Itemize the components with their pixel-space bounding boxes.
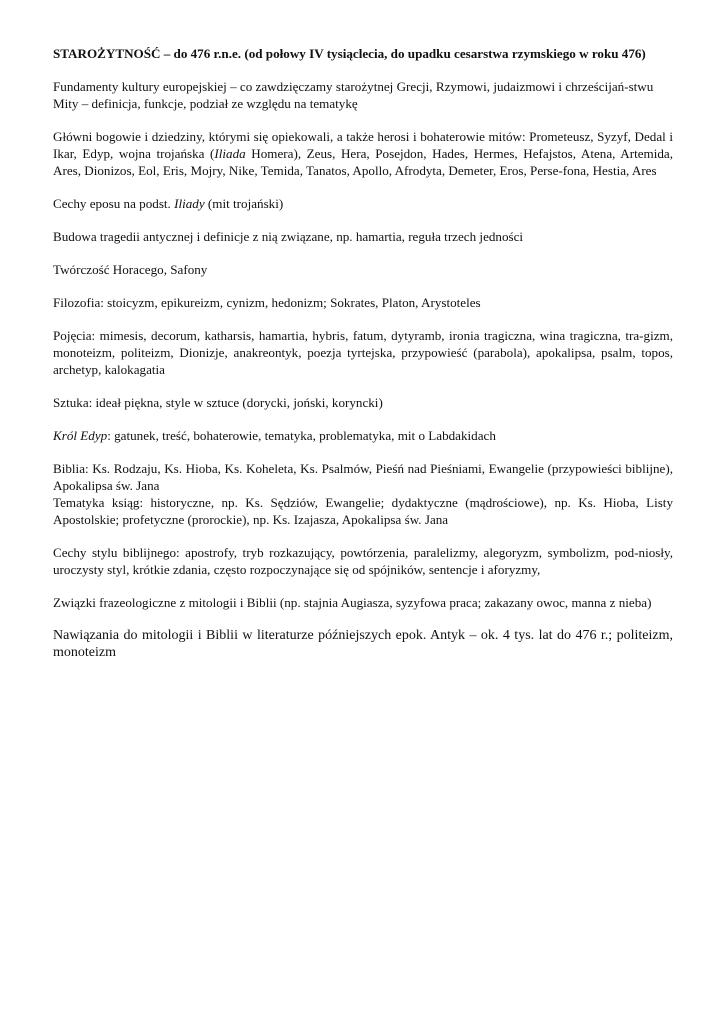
paragraph-filozofia: Filozofia: stoicyzm, epikureizm, cynizm, hedonizm; Sokrates, Platon, Arystoteles: [53, 295, 481, 310]
paragraph-frazeologia: Związki frazeologiczne z mitologii i Biblii (np. stajnia Augiasza, syzyfowa praca; zakazany owoc, manna z nieba): [53, 595, 652, 610]
section-bogowie: [53, 128, 673, 179]
section-krol-edyp: [53, 427, 673, 444]
document-heading: [53, 45, 673, 62]
section-fundamenty: [53, 78, 673, 112]
text-segment: Homera), Zeus, Hera, Posejdon, Hades, Hermes, Hefajstos, Atena, Artemida, Ares, Dionizos, Eol, Eris, Mojry, Nike, Temida, Tanatos, Apollo, Afrodyta, Demeter, Eros, Perse-fona, Hestia, Ares: [53, 146, 673, 178]
paragraph-biblia: Biblia: Ks. Rodzaju, Ks. Hioba, Ks. Koheleta, Ks. Psalmów, Pieśń nad Pieśniami, Ewangelie (przypowieści biblijne), Apokalipsa św. Jana: [53, 461, 673, 493]
section-sztuka: [53, 394, 673, 411]
paragraph-styl-biblijny: Cechy stylu biblijnego: apostrofy, tryb rozkazujący, powtórzenia, paralelizmy, alegoryzm, symbolizm, pod-niosły, uroczysty styl, krótkie zdania, często rozpoczynające się od spójników, sentencje i aforyzmy,: [53, 545, 673, 577]
section-pojecia: [53, 327, 673, 378]
italic-title: Król Edyp: [53, 428, 108, 443]
paragraph-bogowie: [53, 128, 673, 179]
paragraph-horacy: Twórczość Horacego, Safony: [53, 262, 208, 277]
italic-title: Iliada: [214, 146, 246, 161]
section-filozofia: [53, 294, 673, 311]
section-frazeologia: [53, 594, 673, 611]
section-styl-biblijny: [53, 544, 673, 578]
text-segment: Główni bogowie i dziedziny, którymi się opiekowali, a także herosi i bohaterowie mitów: Prometeusz, Syzyf, Dedal i Ikar, Edyp, wojna trojańska (: [53, 129, 673, 161]
paragraph-fundamenty: Fundamenty kultury europejskiej – co zawdzięczamy starożytnej Grecji, Rzymowi, judaizmowi i chrześcijań-stwu: [53, 79, 654, 94]
italic-title: Iliady: [174, 196, 205, 211]
section-tragedia: [53, 228, 673, 245]
heading-text: STAROŻYTNOŚĆ – do 476 r.n.e. (od połowy IV tysiąclecia, do upadku cesarstwa rzymskiego w roku 476): [53, 46, 646, 61]
paragraph-tragedia: Budowa tragedii antycznej i definicje z nią związane, np. hamartia, reguła trzech jedności: [53, 229, 524, 244]
paragraph-nawiazania: Nawiązania do mitologii i Biblii w literaturze późniejszych epok. Antyk – ok. 4 tys. lat do 476 r.; politeizm, monoteizm: [53, 628, 673, 660]
text-segment: : gatunek, treść, bohaterowie, tematyka, problematyka, mit o Labdakidach: [107, 428, 496, 443]
text-segment: Cechy eposu na podst.: [53, 196, 175, 211]
section-epos: [53, 195, 673, 212]
text-segment: (mit trojański): [204, 196, 284, 211]
paragraph-pojecia: Pojęcia: mimesis, decorum, katharsis, hamartia, hybris, fatum, dytyramb, ironia tragiczna, wina tragiczna, tra-gizm, monoteizm, politeizm, Dionizje, anakreontyk, poezja tyrtejska, przypowieść (parabola), apokalipsa, psalm, topos, archetyp, kalokagatia: [53, 328, 673, 377]
section-horacy: [53, 261, 673, 278]
paragraph-sztuka: Sztuka: ideał piękna, style w sztuce (dorycki, joński, koryncki): [53, 395, 383, 410]
paragraph-krol-edyp: [53, 427, 673, 444]
section-biblia: [53, 460, 673, 528]
paragraph-tematyka-ksiag: Tematyka ksiąg: historyczne, np. Ks. Sędziów, Ewangelie; dydaktyczne (mądrościowe), np. Ks. Hioba, Listy Apostolskie; profetyczne (prorockie), np. Ks. Izajasza, Apokalipsa św. Jana: [53, 495, 673, 527]
document-page: [53, 45, 673, 661]
section-nawiazania: [53, 627, 673, 661]
paragraph-mity: Mity – definicja, funkcje, podział ze względu na tematykę: [53, 96, 358, 111]
paragraph-epos: [53, 195, 673, 212]
